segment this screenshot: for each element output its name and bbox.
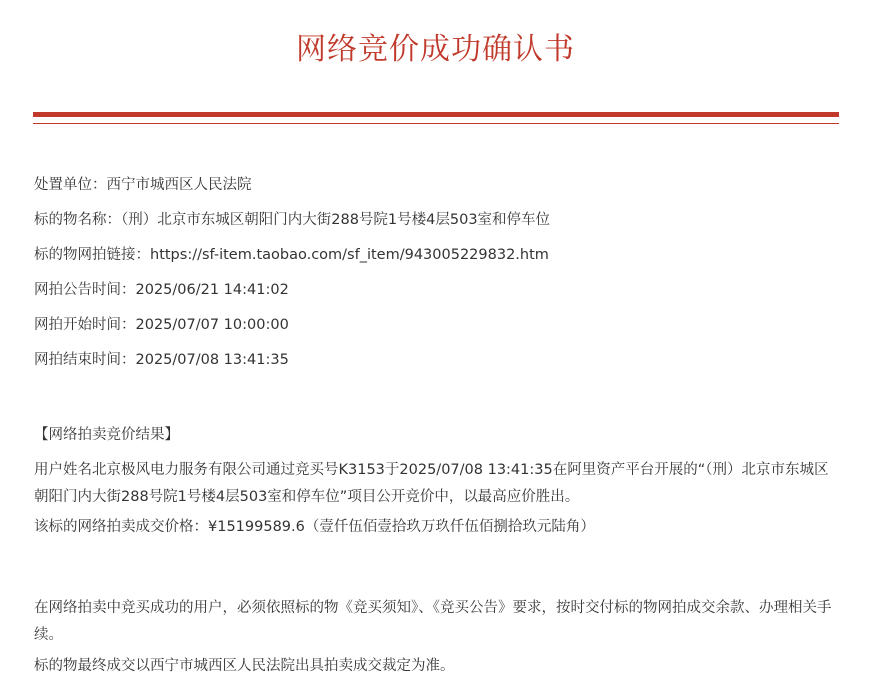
info-row-disposal-unit bbox=[34, 168, 834, 203]
info-label: 处置单位： bbox=[34, 177, 107, 193]
info-row-item-link bbox=[34, 238, 834, 273]
result-section-title: 【网络拍卖竞价结果】 bbox=[34, 427, 179, 443]
info-row-announce-time bbox=[34, 273, 834, 308]
title-divider-thin bbox=[33, 123, 839, 124]
info-value: 2025/06/21 14:41:02 bbox=[135, 282, 289, 298]
info-label: 网拍开始时间： bbox=[34, 317, 136, 333]
info-block bbox=[34, 168, 834, 378]
info-value: 西宁市城西区人民法院 bbox=[106, 177, 252, 193]
info-label: 网拍结束时间： bbox=[34, 352, 136, 368]
info-row-item-name bbox=[34, 203, 834, 238]
item-link[interactable]: https://sf-item.taobao.com/sf_item/943005229832.htm bbox=[150, 247, 549, 263]
info-row-end-time bbox=[34, 343, 834, 378]
info-label: 标的物网拍链接： bbox=[34, 247, 150, 263]
document-title: 网络竞价成功确认书 bbox=[296, 32, 575, 67]
title-divider-thick bbox=[33, 112, 839, 117]
info-value: （刑）北京市东城区朝阳门内大街288号院1号楼4层503室和停车位 bbox=[121, 212, 551, 228]
price-paragraph: 该标的网络拍卖成交价格：¥15199589.6（壹仟伍佰壹拾玖万玖仟伍佰捌拾玖元陆角） bbox=[34, 519, 595, 535]
notice-paragraph: 在网络拍卖中竞买成功的用户，必须依照标的物《竞买须知》、《竞买公告》要求，按时交付标的物网拍成交余款、办理相关手续。 bbox=[34, 600, 832, 643]
info-label: 网拍公告时间： bbox=[34, 282, 136, 298]
result-paragraph: 用户姓名北京极风电力服务有限公司通过竞买号K3153于2025/07/08 13:41:35在阿里资产平台开展的“（刑）北京市东城区朝阳门内大街288号院1号楼4层503室和停车位”项目公开竞价中，以最高应价胜出。 bbox=[34, 462, 829, 505]
info-value: 2025/07/07 10:00:00 bbox=[135, 317, 289, 333]
info-value: 2025/07/08 13:41:35 bbox=[135, 352, 289, 368]
info-label: 标的物名称： bbox=[34, 212, 121, 228]
final-paragraph: 标的物最终成交以西宁市城西区人民法院出具拍卖成交裁定为准。 bbox=[34, 658, 455, 674]
info-row-start-time bbox=[34, 308, 834, 343]
